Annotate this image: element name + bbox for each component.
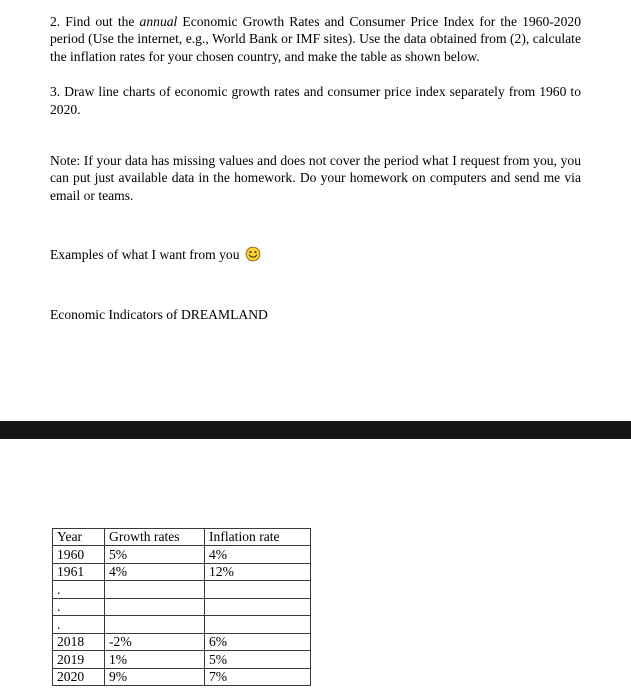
table-row xyxy=(53,563,311,581)
header-cell-year: Year xyxy=(53,528,105,546)
growth-cell xyxy=(105,616,205,634)
instruction-2-italic-word: annual xyxy=(139,14,178,29)
inflation-cell: 4% xyxy=(205,546,311,564)
economic-indicators-table xyxy=(52,528,311,687)
instruction-2-prefix: 2. Find out the xyxy=(50,14,140,29)
smiley-emoji-icon xyxy=(245,246,261,262)
table-row xyxy=(53,616,311,634)
header-cell-growth-rates: Growth rates xyxy=(105,528,205,546)
growth-cell: 4% xyxy=(105,563,205,581)
year-cell: . xyxy=(53,616,105,634)
document-page-top xyxy=(0,0,631,323)
instruction-2-suffix: Economic Growth Rates and Consumer Price Index for the 1960-2020 period (Use the internet, e.g., World Bank or IMF sites). Use the data obtained from (2), calculate the inflation rates for your chosen country, and make the table as shown below. xyxy=(50,14,581,64)
year-cell: 2018 xyxy=(53,633,105,651)
table-header-row xyxy=(53,528,311,546)
note-paragraph: Note: If your data has missing values and does not cover the period what I request from you, you can put just available data in the homework. Do your homework on computers and send me via email or teams. xyxy=(50,152,581,203)
page-break-divider xyxy=(0,421,631,439)
year-cell: 1961 xyxy=(53,563,105,581)
inflation-cell: 6% xyxy=(205,633,311,651)
examples-line xyxy=(50,246,581,263)
year-cell: . xyxy=(53,598,105,616)
table-row xyxy=(53,633,311,651)
growth-cell: 5% xyxy=(105,546,205,564)
year-cell: . xyxy=(53,581,105,599)
table-title: Economic Indicators of DREAMLAND xyxy=(50,306,268,322)
table-row xyxy=(53,581,311,599)
inflation-cell: 7% xyxy=(205,668,311,686)
inflation-cell: 5% xyxy=(205,651,311,669)
growth-cell: 1% xyxy=(105,651,205,669)
table-row xyxy=(53,668,311,686)
inflation-cell xyxy=(205,581,311,599)
table-row xyxy=(53,546,311,564)
instruction-item-2 xyxy=(50,13,581,65)
document-page-bottom xyxy=(0,528,631,687)
examples-text: Examples of what I want from you xyxy=(50,247,240,263)
growth-cell: 9% xyxy=(105,668,205,686)
year-cell: 2020 xyxy=(53,668,105,686)
year-cell: 1960 xyxy=(53,546,105,564)
instruction-item-3: 3. Draw line charts of economic growth rates and consumer price index separately from 1960 to 2020. xyxy=(50,84,581,117)
growth-cell: -2% xyxy=(105,633,205,651)
table-row xyxy=(53,598,311,616)
year-cell: 2019 xyxy=(53,651,105,669)
table-row xyxy=(53,651,311,669)
header-cell-inflation-rate: Inflation rate xyxy=(205,528,311,546)
inflation-cell xyxy=(205,616,311,634)
inflation-cell: 12% xyxy=(205,563,311,581)
growth-cell xyxy=(105,581,205,599)
growth-cell xyxy=(105,598,205,616)
inflation-cell xyxy=(205,598,311,616)
